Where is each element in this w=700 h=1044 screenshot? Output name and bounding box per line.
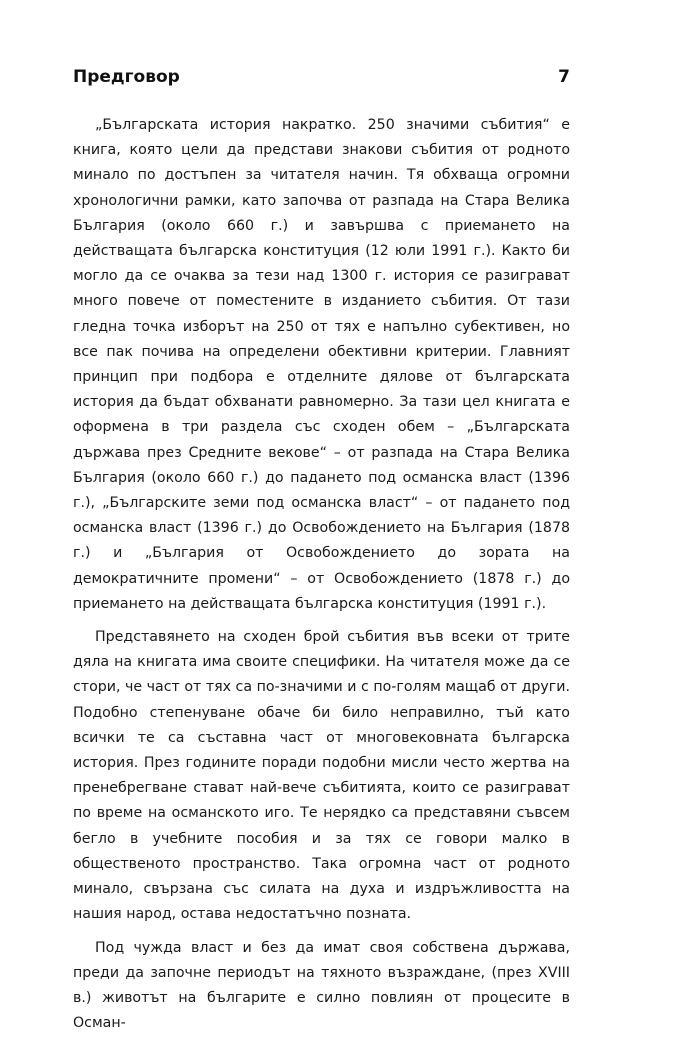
body-text	[73, 113, 570, 1044]
chapter-title: Предговор	[73, 67, 180, 87]
page-header	[73, 64, 570, 94]
paragraph-2: Представянето на сходен брой събития във всеки от трите дяла на книгата има своите специфики. На читателя може да се стори, че част от тях са по-значими и с по-голям мащаб от други. Подобно степенуване обаче би било неправилно, тъй като всички те са съставна част от многовековната българска история. През годините поради подобни мисли често жертва на пренебрегване стават най-вече събитията, които се разиграват по време на османското иго. Те нерядко са представяни съвсем бегло в учебните пособия и за тях се говори малко в общественото пространство. Така огромна част от родното минало, свързана със силата на духа и издръжливостта на нашия народ, остава недостатъчно позната.	[73, 629, 570, 923]
paragraph-1: „Българската история накратко. 250 значими събития“ е книга, която цели да представи знакови събития от родното минало по достъпен за читателя начин. Тя обхваща огромни хронологични рамки, като започва от разпада на Стара Велика България (около 660 г.) и завършва с приемането на действащата българска конституция (12 юли 1991 г.). Както би могло да се очаква за тези над 1300 г. история се разиграват много повече от поместените в изданието събития. От тази гледна точка изборът на 250 от тях е напълно субективен, но все пак почива на определени обективни критерии. Главният принцип при подбора е отделните дялове от българската история да бъдат обхванати равномерно. За тази цел книгата е оформена в три раздела със сходен обем – „Българската държава през Средните векове“ – от разпада на Стара Велика България (около 660 г.) до падането под османска власт (1396 г.), „Българските земи под османска власт“ – от падането под османска власт (1396 г.) до Освобождението на България (1878 г.) и „България от Освобождението до зората на демократичните промени“ – от Освобождението (1878 г.) до приемането на действащата българска конституция (1991 г.).	[73, 117, 570, 612]
page-number: 7	[558, 67, 570, 87]
paragraph-3: Под чужда власт и без да имат своя собствена държава, преди да започне периодът на тяхното възраждане, (през XVIII в.) животът на българите е силно повлиян от процесите в Осман-	[73, 939, 570, 1032]
